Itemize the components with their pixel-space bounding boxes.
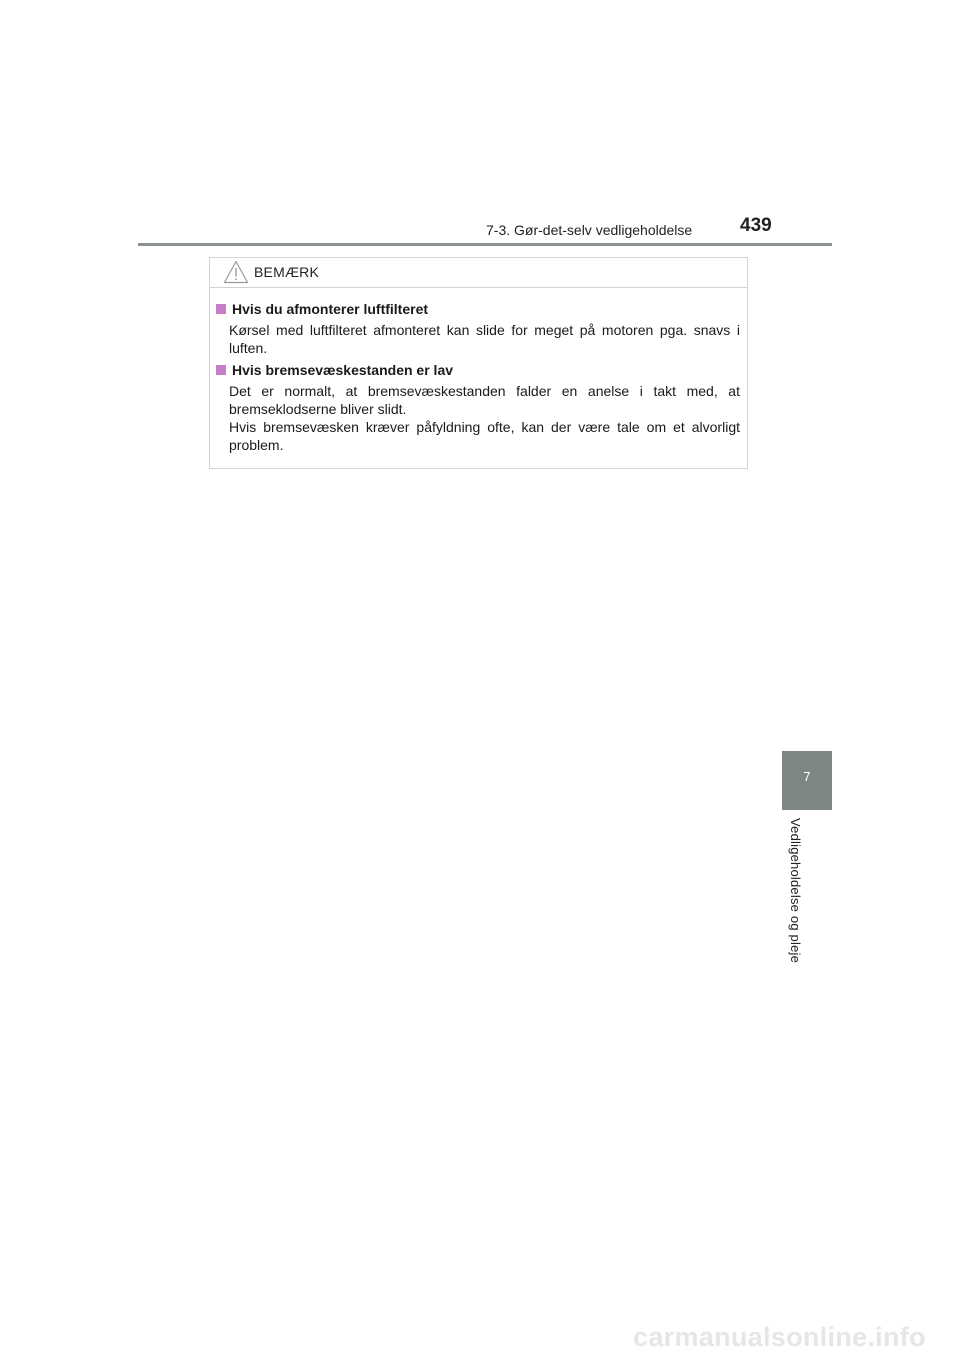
section-title: 7-3. Gør-det-selv vedligeholdelse bbox=[486, 222, 693, 238]
page-number: 439 bbox=[740, 215, 772, 236]
notice-item-body bbox=[229, 321, 740, 357]
notice-paragraph: Det er normalt, at bremsevæskestanden falder en anelse i takt med, at bremseklodserne bliver slidt. bbox=[229, 383, 740, 417]
watermark: carmanualsonline.info bbox=[633, 1322, 926, 1352]
notice-item-heading-text: Hvis bremsevæskestanden er lav bbox=[232, 362, 454, 378]
warning-triangle-icon bbox=[223, 260, 249, 284]
notice-item-heading bbox=[216, 362, 453, 378]
notice-item-heading bbox=[216, 301, 428, 317]
chapter-number: 7 bbox=[803, 769, 811, 784]
notice-item-heading-text: Hvis du afmonterer luftfilteret bbox=[232, 301, 429, 317]
bullet-square-icon bbox=[216, 365, 226, 375]
chapter-title: Vedligeholdelse og pleje bbox=[788, 818, 803, 964]
header-divider bbox=[138, 243, 832, 246]
notice-box bbox=[209, 257, 748, 469]
notice-title: BEMÆRK bbox=[254, 264, 319, 280]
notice-item-body bbox=[229, 382, 740, 454]
notice-paragraph: Kørsel med luftfilteret afmonteret kan slide for meget på motoren pga. snavs i luften. bbox=[229, 322, 740, 356]
notice-paragraph: Hvis bremsevæsken kræver påfyldning ofte, kan der være tale om et alvorligt problem. bbox=[229, 419, 740, 453]
bullet-square-icon bbox=[216, 304, 226, 314]
chapter-tab bbox=[782, 751, 832, 810]
notice-header bbox=[210, 258, 747, 288]
